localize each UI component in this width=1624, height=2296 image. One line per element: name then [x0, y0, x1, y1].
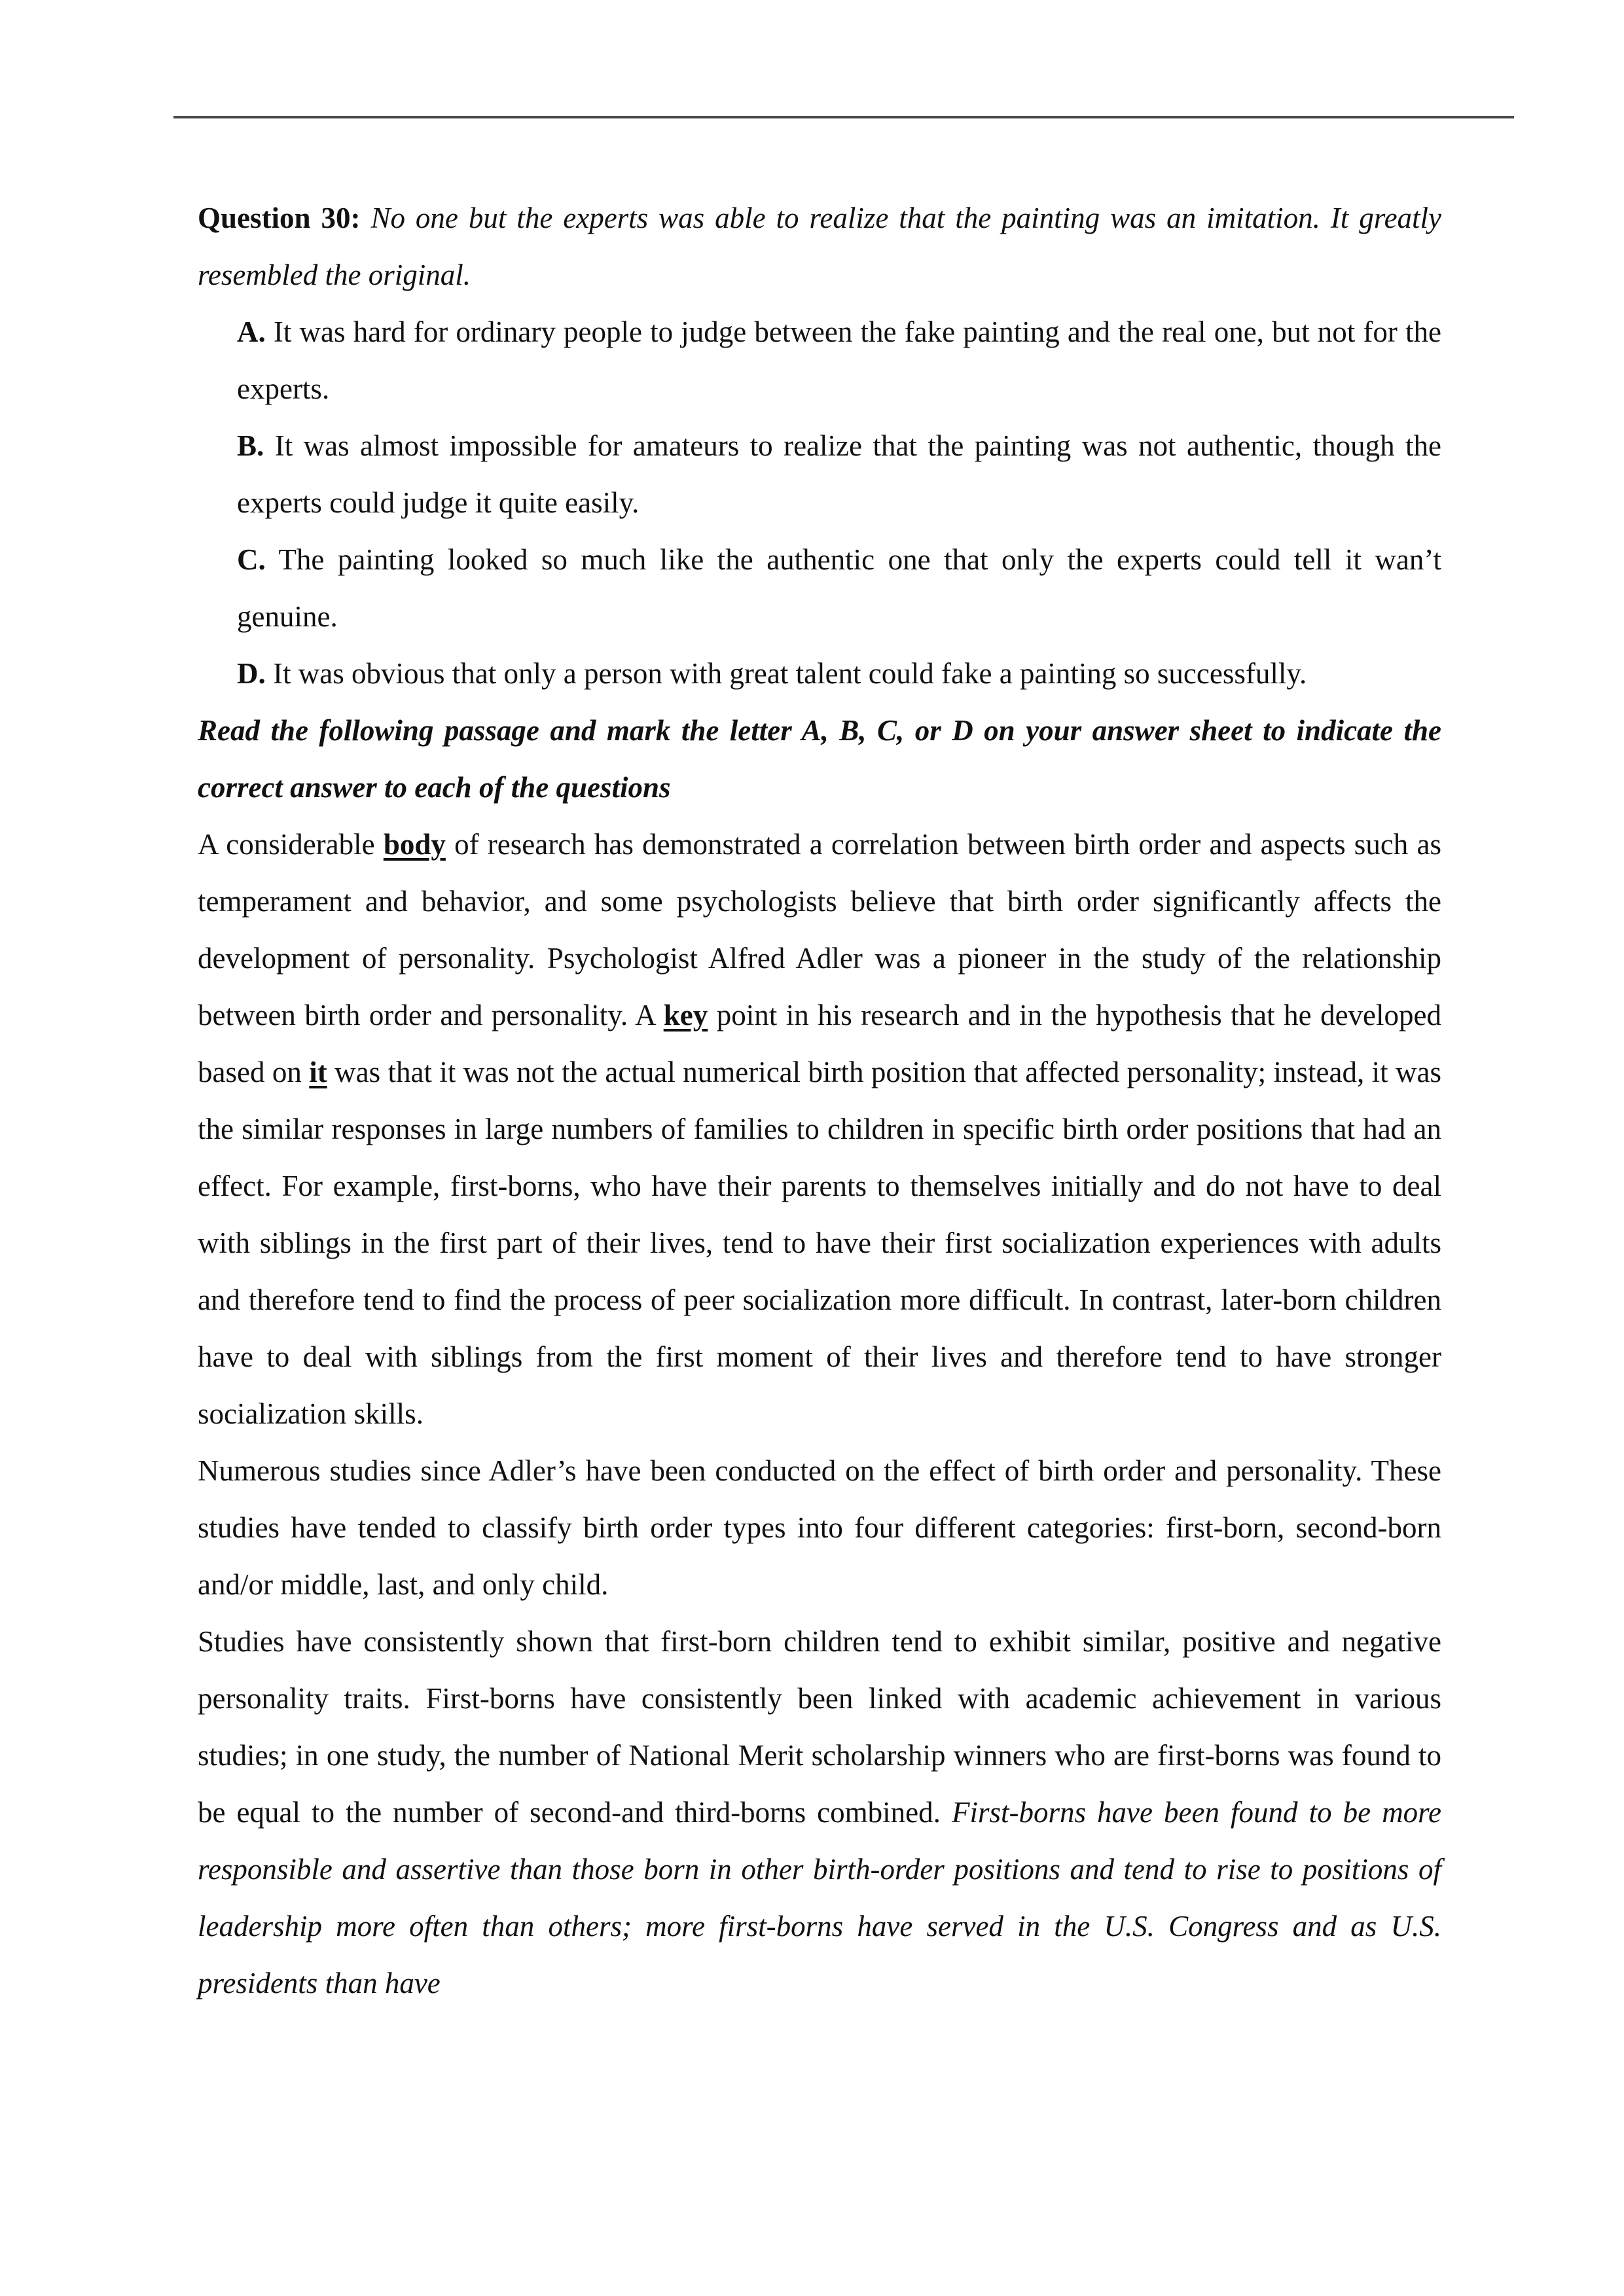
underlined-word-body: body [383, 828, 446, 861]
question-label: Question 30: [198, 202, 361, 234]
passage-paragraph-2: Numerous studies since Adler’s have been conducted on the effect of birth order and personality. These studies have tended to classify birth order types into four different categories: first-born, second-born and/or middle, last, and only child. [198, 1454, 1441, 1601]
italic-sentence: First-borns have been found to be more responsible and assertive than those born in other birth-order positions and tend to rise to positions of leadership more often than others; more first-borns have served in the U.S. Congress and as U.S. presidents than have [198, 1796, 1442, 2000]
option-text: It was almost impossible for amateurs to realize that the painting was not authentic, though the experts could judge it quite easily. [237, 429, 1442, 519]
text: was that it was not the actual numerical birth position that affected personality; instead, it was the similar responses in large numbers of families to children in specific birth order positions that had an effect. For example, first-borns, who have their parents to themselves initially and do not have to deal with siblings in the first part of their lives, tend to have their first socialization experiences with adults and therefore tend to find the process of peer socialization more difficult. In contrast, later-born children have to deal with siblings from the first moment of their lives and therefore tend to have stronger socialization skills. [198, 1056, 1441, 1430]
option-text: The painting looked so much like the authentic one that only the experts could tell it wan’t genuine. [237, 543, 1441, 633]
instruction: Read the following passage and mark the letter A, B, C, or D on your answer sheet to indicate the correct answer to each of the questions [198, 714, 1441, 804]
text: of research has demonstrated a correlation between birth order and aspects such as temperament and behavior, and some psychologists believe that birth order significantly affects the development of personality. Psychologist Alfred Adler was a pioneer in the study of the relationship between birth order and personality. A [198, 828, 1441, 1031]
text: point in his research and in the hypothesis that he developed based on [198, 999, 1441, 1088]
text: Studies have consistently shown that first-born children tend to exhibit similar, positive and negative personality traits. First-borns have consistently been linked with academic achievement in various studies; in one study, the number of National Merit scholarship winners who are first-borns was found to be equal to the number of second-and third-borns combined. [198, 1625, 1441, 1829]
text: A considerable [198, 828, 384, 861]
underlined-word-it: it [309, 1056, 327, 1088]
option-d [198, 645, 1441, 702]
option-letter: D. [237, 657, 266, 690]
option-c [198, 531, 1441, 645]
option-letter: A. [237, 315, 266, 348]
passage-paragraph-1 [198, 816, 1441, 1443]
option-a [198, 304, 1441, 418]
question-text: No one but the experts was able to realize that the painting was an imitation. It greatly resembled the original. [198, 202, 1442, 291]
header-rule [173, 116, 1514, 118]
option-b [198, 418, 1441, 531]
passage-paragraph-3 [198, 1613, 1441, 2012]
option-letter: C. [237, 543, 266, 576]
underlined-word-key: key [663, 999, 708, 1031]
option-letter: B. [237, 429, 264, 462]
option-text: It was hard for ordinary people to judge between the fake painting and the real one, but not for the experts. [237, 315, 1441, 405]
question-stem [198, 190, 1441, 304]
document-page [198, 190, 1441, 2012]
option-text: It was obvious that only a person with great talent could fake a painting so successfully. [273, 657, 1307, 690]
